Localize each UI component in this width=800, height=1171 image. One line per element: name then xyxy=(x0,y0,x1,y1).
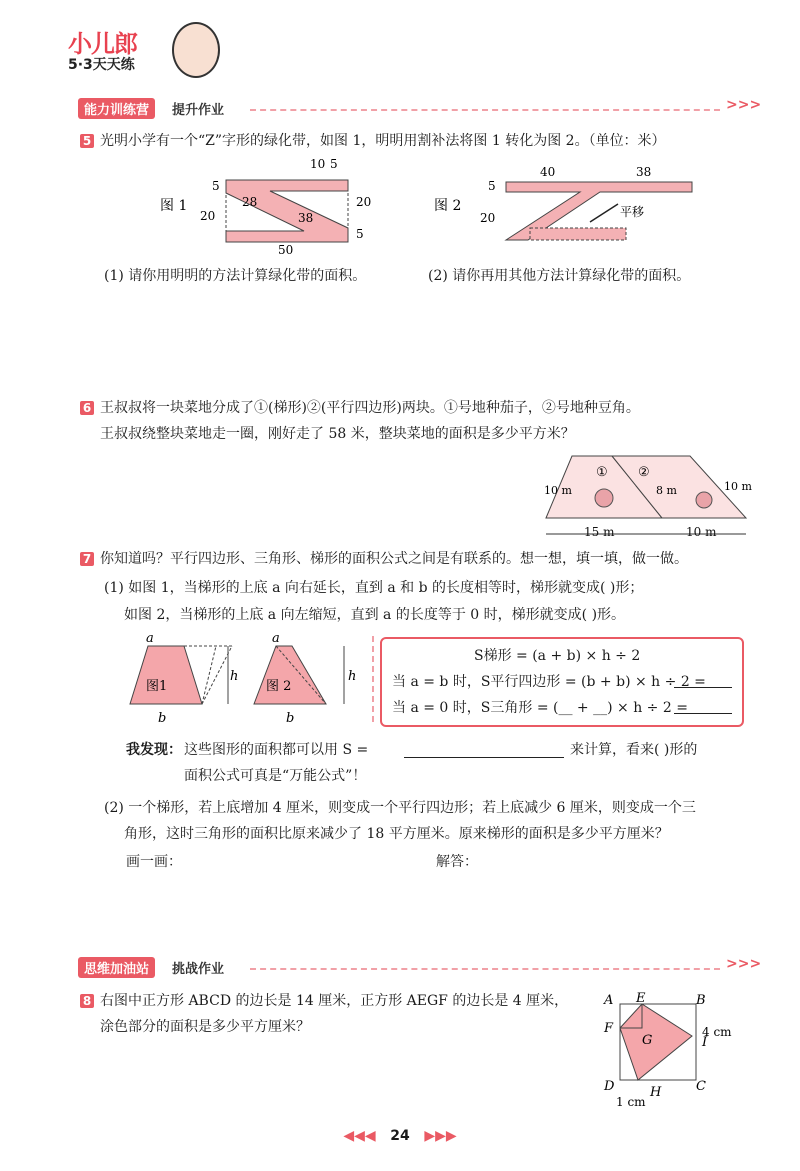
q6-line1: 王叔叔将一块菜地分成了①(梯形)②(平行四边形)两块。①号地种茄子，②号地种豆角。 xyxy=(100,400,640,416)
label-1cm: 1 cm xyxy=(616,1095,646,1109)
section-divider xyxy=(250,109,720,111)
q6-bottom1: 15 m xyxy=(584,525,615,539)
fig1-d1: 5 xyxy=(212,179,220,193)
fig2-h: h xyxy=(348,669,357,684)
q6-c2: ② xyxy=(638,465,650,480)
q5-figure-2 xyxy=(430,160,710,250)
fig1-label: 图1 xyxy=(146,679,168,694)
label-c: C xyxy=(696,1079,706,1094)
question-number: 8 xyxy=(80,994,94,1008)
question-number: 6 xyxy=(80,401,94,415)
fig1-d3: 5 xyxy=(330,157,338,171)
q6-bottom2: 10 m xyxy=(686,525,717,539)
section-tag: 能力训练营 xyxy=(78,98,155,119)
q6-left: 10 m xyxy=(544,484,572,497)
discover-label: 我发现： xyxy=(126,742,182,758)
q8-line2: 涂色部分的面积是多少平方厘米？ xyxy=(100,1019,310,1035)
answer-label: 解答： xyxy=(436,854,478,870)
brand-logo xyxy=(60,22,220,80)
fig2-label: 图 2 xyxy=(266,679,292,694)
label-h: H xyxy=(650,1085,662,1100)
q8-line1: 右图中正方形 ABCD 的边长是 14 厘米，正方形 AEGF 的边长是 4 厘米， xyxy=(100,993,569,1009)
fig1-d9: 50 xyxy=(278,243,294,256)
q6-c1: ① xyxy=(596,465,608,480)
fig2-d4: 20 xyxy=(480,211,496,225)
draw-label: 画一画： xyxy=(126,854,182,870)
label-b: B xyxy=(696,993,706,1008)
section-header-ability xyxy=(78,97,762,120)
label-g: G xyxy=(642,1033,653,1048)
q8-figure xyxy=(598,990,748,1112)
fig2-d1: 40 xyxy=(540,165,556,179)
answer-blank[interactable] xyxy=(674,687,732,688)
formula-2: 当 a = b 时，S平行四边形 = (b + b) × h ÷ 2 = xyxy=(392,674,706,690)
fig1-b: b xyxy=(158,711,167,726)
label-e: E xyxy=(636,991,646,1006)
label-a: A xyxy=(604,993,614,1008)
brand-title: 小儿郎 xyxy=(68,30,137,58)
fig1-d7: 20 xyxy=(356,195,372,209)
q7-part2-line1: (2) 一个梯形，若上底增加 4 厘米，则变成一个平行四边形；若上底减少 6 厘米，则变成一个三 xyxy=(104,800,696,816)
fig1-d2: 10 xyxy=(310,157,326,171)
q5-sub2: (2) 请你再用其他方法计算绿化带的面积。 xyxy=(428,268,691,284)
discover-line3: 面积公式可真是“万能公式”！ xyxy=(184,768,367,784)
q5-sub1: (1) 请你用明明的方法计算绿化带的面积。 xyxy=(104,268,367,284)
section-arrows: >>> xyxy=(726,956,762,972)
q6-line2: 王叔叔绕整块菜地走一圈，刚好走了 58 米，整块菜地的面积是多少平方米？ xyxy=(100,426,575,442)
formula-box xyxy=(380,637,744,727)
section-arrows: >>> xyxy=(726,97,762,113)
question-number: 5 xyxy=(80,134,94,148)
fig1-a: a xyxy=(146,632,154,646)
q7-line2: 如图 2，当梯形的上底 a 向左缩短，直到 a 的长度等于 0 时，梯形就变成( )形。 xyxy=(124,607,626,623)
q7-part2-line2: 角形，这时三角形的面积比原来减少了 18 平方厘米。原来梯形的面积是多少平方厘米？ xyxy=(124,826,669,842)
fig1-label: 图 1 xyxy=(160,198,188,214)
brand-subtitle: 5·3天天练 xyxy=(68,57,135,73)
fig1-d4: 20 xyxy=(200,209,216,223)
answer-blank[interactable] xyxy=(674,713,732,714)
q6-right: 10 m xyxy=(724,480,752,493)
fig2-label: 图 2 xyxy=(434,198,462,214)
formula-3: 当 a = 0 时，S三角形 = (__ + __) × h ÷ 2 = xyxy=(392,700,688,716)
q5-figure-1 xyxy=(150,156,390,256)
fig2-move: 平移 xyxy=(620,205,645,219)
section-subtitle: 挑战作业 xyxy=(172,962,225,977)
fig1-h: h xyxy=(230,669,239,684)
q7-figures xyxy=(120,632,370,728)
label-4cm: 4 cm xyxy=(702,1025,732,1039)
formula-1: S梯形 = (a + b) × h ÷ 2 xyxy=(474,648,641,664)
q5-text: 光明小学有一个“Z”字形的绿化带，如图 1，明明用割补法将图 1 转化为图 2。（单位：米） xyxy=(100,133,666,149)
section-subtitle: 提升作业 xyxy=(172,103,225,118)
fig1-d8: 5 xyxy=(356,227,364,241)
section-divider xyxy=(250,968,720,970)
section-header-thinking xyxy=(78,956,762,979)
mascot-icon xyxy=(172,22,220,78)
next-arrows[interactable]: ▶▶▶ xyxy=(424,1128,457,1144)
question-number: 7 xyxy=(80,552,94,566)
discover-line2: 来计算，看来( )形的 xyxy=(570,742,698,758)
fig1-d5: 28 xyxy=(242,195,258,209)
discover-line1: 这些图形的面积都可以用 S = xyxy=(184,742,369,758)
page-number: 24 xyxy=(390,1128,410,1144)
q6-height: 8 m xyxy=(656,484,677,497)
q6-figure xyxy=(538,450,752,546)
prev-arrows[interactable]: ◀◀◀ xyxy=(343,1128,376,1144)
fig2-a: a xyxy=(272,632,280,646)
label-d: D xyxy=(604,1079,615,1094)
fig1-d6: 38 xyxy=(298,211,314,225)
page-footer xyxy=(0,1128,800,1144)
q7-intro: 你知道吗？平行四边形、三角形、梯形的面积公式之间是有联系的。想一想，填一填，做一做。 xyxy=(100,551,688,567)
fig2-d3: 5 xyxy=(488,179,496,193)
label-i: I xyxy=(702,1035,708,1050)
fig2-b: b xyxy=(286,711,295,726)
fig2-d2: 38 xyxy=(636,165,652,179)
section-tag: 思维加油站 xyxy=(78,957,155,978)
q7-line1: (1) 如图 1，当梯形的上底 a 向右延长，直到 a 和 b 的长度相等时，梯形就变成( )形； xyxy=(104,580,644,596)
figure-divider xyxy=(372,636,374,722)
label-f: F xyxy=(604,1021,614,1036)
formula-blank[interactable] xyxy=(404,757,564,758)
